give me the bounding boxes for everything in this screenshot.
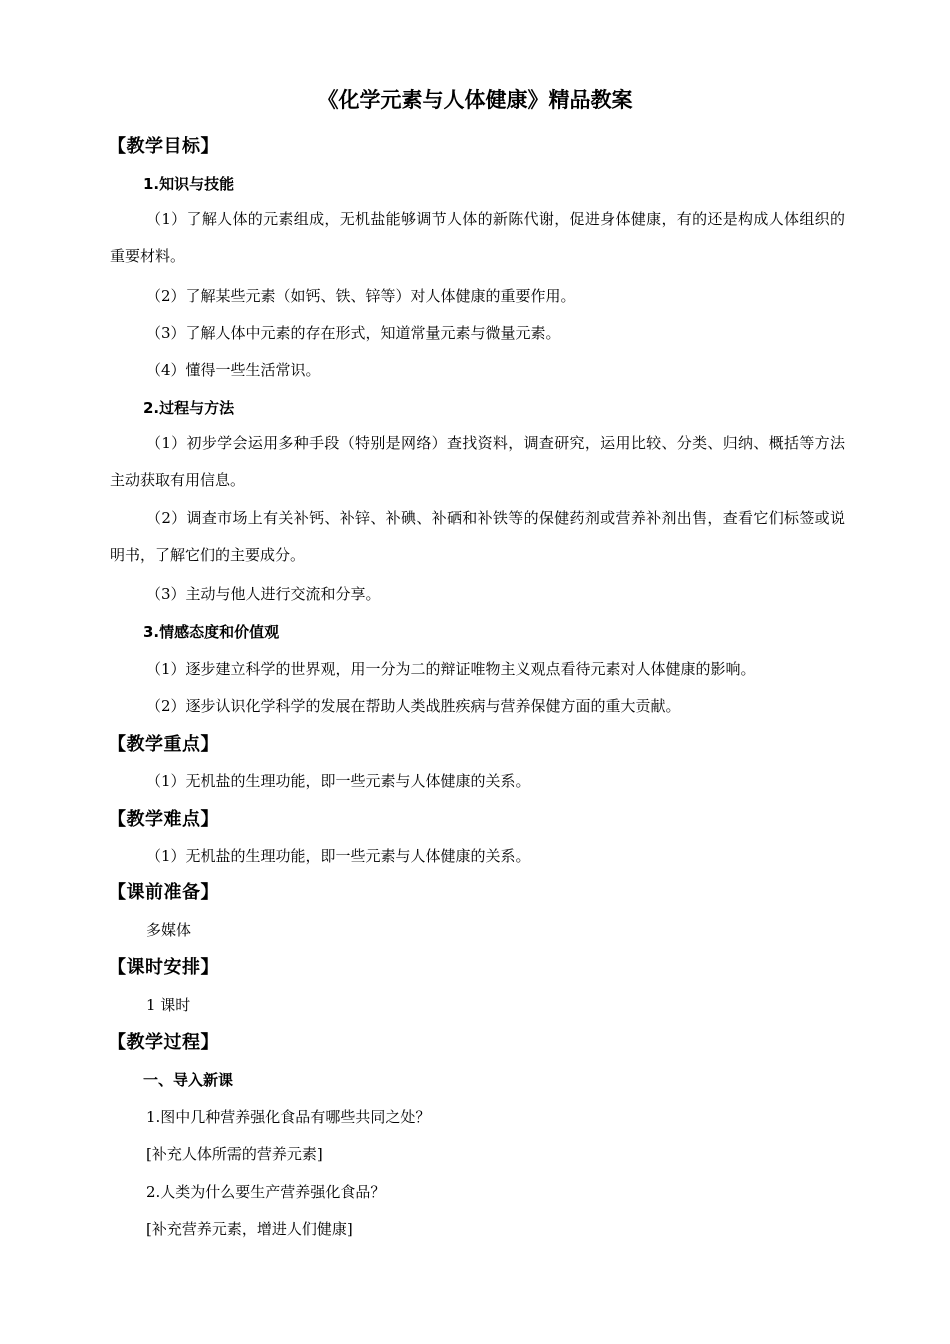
paragraph-e2: （2）逐步认识化学科学的发展在帮助人类战胜疾病与营养保健方面的重大贡献。 [146, 697, 681, 715]
paragraph-k4: （4）懂得一些生活常识。 [146, 361, 321, 379]
paragraph-m3: （3）主动与他人进行交流和分享。 [146, 585, 381, 603]
subheading-emotion: 3.情感态度和价值观 [143, 623, 280, 641]
paragraph-m2: （2）调查市场上有关补钙、补锌、补碘、补硒和补铁等的保健药剂或营养补剂出售，查看它们标签或说明书，了解它们的主要成分。 [110, 509, 845, 564]
paragraph-key-point-1: （1）无机盐的生理功能，即一些元素与人体健康的关系。 [146, 772, 531, 790]
paragraph-question-1: 1.图中几种营养强化食品有哪些共同之处？ [146, 1108, 431, 1126]
paragraph-k2: （2）了解某些元素（如钙、铁、锌等）对人体健康的重要作用。 [146, 287, 576, 305]
paragraph-e1: （1）逐步建立科学的世界观，用一分为二的辩证唯物主义观点看待元素对人体健康的影响。 [146, 660, 756, 678]
paragraph-m1: （1）初步学会运用多种手段（特别是网络）查找资料，调查研究，运用比较、分类、归纳、概括等方法主动获取有用信息。 [110, 434, 845, 489]
paragraph-k1: （1）了解人体的元素组成，无机盐能够调节人体的新陈代谢，促进身体健康，有的还是构成人体组织的重要材料。 [110, 210, 845, 265]
paragraph-preparation: 多媒体 [146, 921, 192, 939]
section-heading-difficulties: 【教学难点】 [108, 809, 219, 830]
document-title: 《化学元素与人体健康》精品教案 [317, 88, 633, 112]
subheading-knowledge: 1.知识与技能 [143, 175, 235, 193]
section-heading-preparation: 【课前准备】 [108, 882, 219, 903]
subheading-intro: 一、导入新课 [143, 1071, 234, 1089]
paragraph-question-2: 2.人类为什么要生产营养强化食品？ [146, 1183, 386, 1201]
section-heading-process: 【教学过程】 [108, 1032, 219, 1053]
paragraph-answer-1: [补充人体所需的营养元素] [146, 1145, 323, 1163]
paragraph-schedule: 1 课时 [146, 996, 191, 1014]
paragraph-answer-2: [补充营养元素，增进人们健康] [146, 1220, 353, 1238]
section-heading-key-points: 【教学重点】 [108, 734, 219, 755]
paragraph-k3: （3）了解人体中元素的存在形式，知道常量元素与微量元素。 [146, 324, 561, 342]
paragraph-difficulty-1: （1）无机盐的生理功能，即一些元素与人体健康的关系。 [146, 847, 531, 865]
section-heading-objectives: 【教学目标】 [108, 136, 219, 157]
subheading-method: 2.过程与方法 [143, 399, 235, 417]
section-heading-schedule: 【课时安排】 [108, 957, 219, 978]
